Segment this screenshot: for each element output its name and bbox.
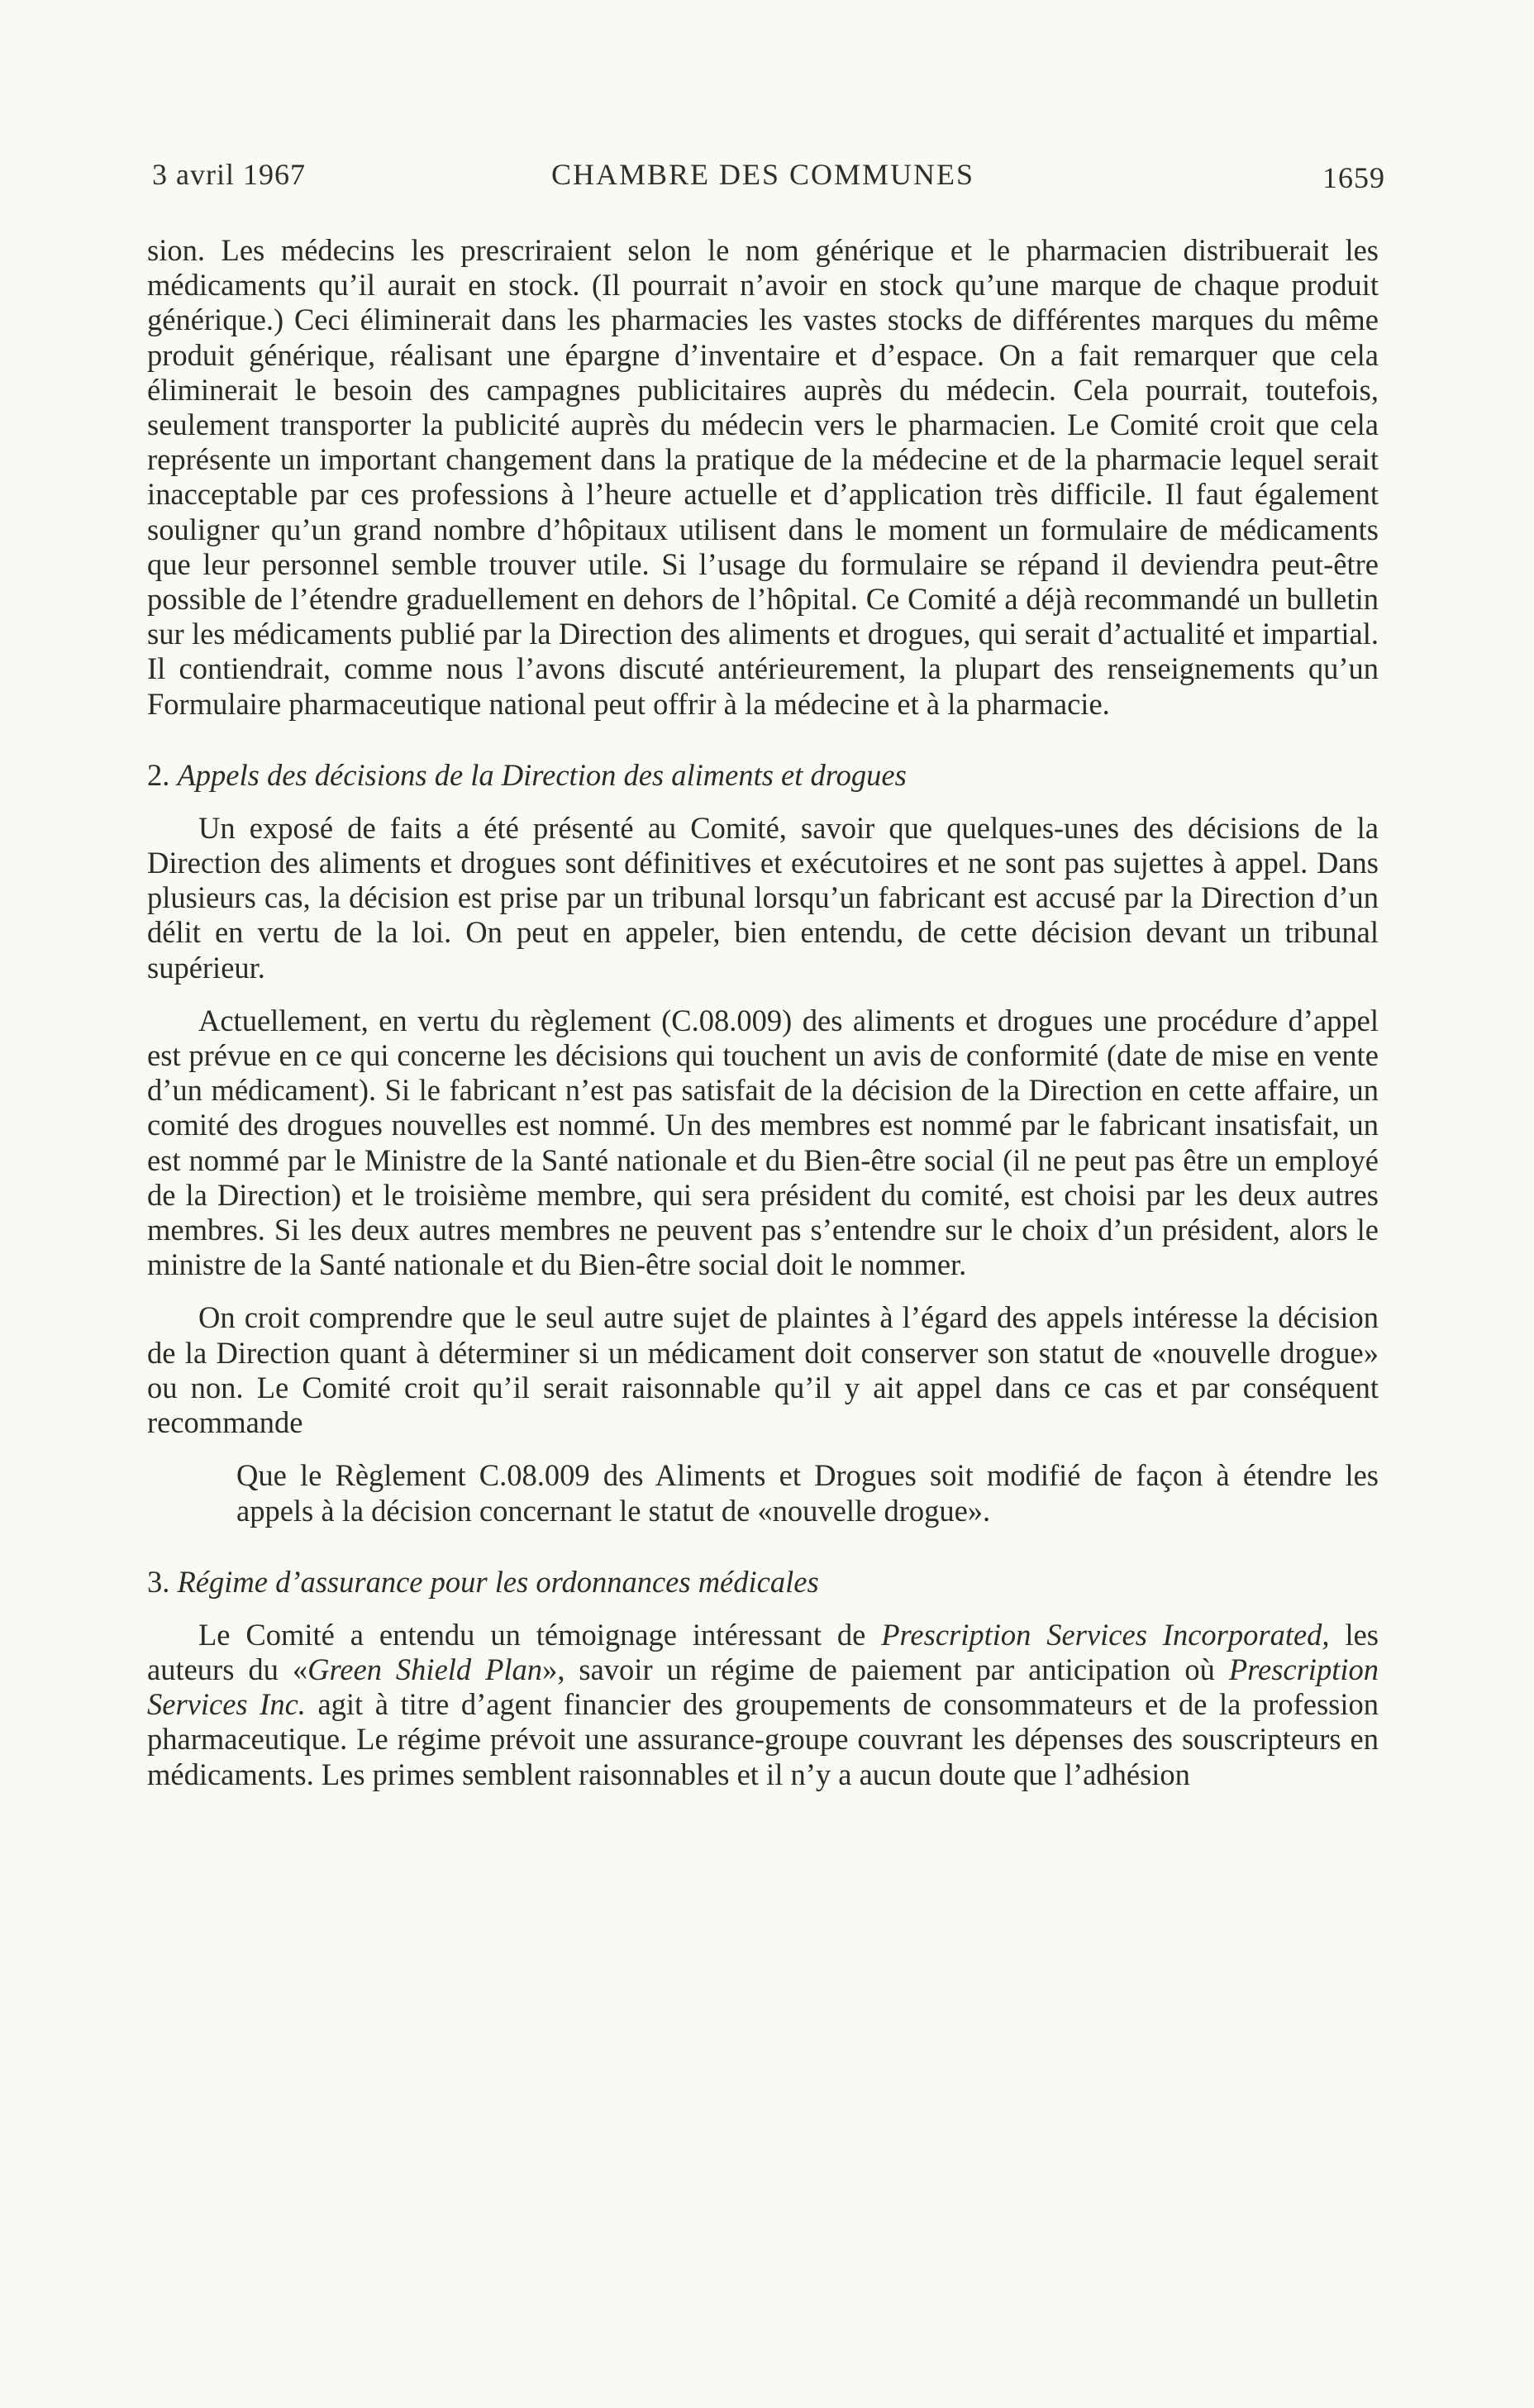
- section-heading-3: [147, 1565, 1379, 1600]
- text-run: Le Comité a entendu un témoignage intéressant de: [198, 1617, 882, 1652]
- plan-name: Green Shield Plan: [307, 1652, 543, 1686]
- section-title: Appels des décisions de la Direction des aliments et drogues: [177, 757, 907, 792]
- section-heading-2: [147, 758, 1379, 793]
- paragraph: Actuellement, en vertu du règlement (C.08.009) des aliments et drogues une procédure d’appel est prévue en ce qui concerne les décisions qui touchent un avis de conformité (date de mise en vente d’un médicament). Si le fabricant n’est pas satisfait de la décision de la Direction en cette affaire, un comité des drogues nouvelles est nommé. Un des membres est nommé par le fabricant insatisfait, un est nommé par le Ministre de la Santé nationale et du Bien-être social (il ne peut pas être un employé de la Direction) et le troisième membre, qui sera président du comité, est choisi par les deux autres membres. Si les deux autres membres ne peuvent pas s’entendre sur le choix d’un président, alors le ministre de la Santé nationale et du Bien-être social doit le nommer.: [147, 1003, 1379, 1282]
- document-page: [147, 149, 1385, 1792]
- section-number: 3.: [147, 1564, 170, 1599]
- company-name-short: Prescription Services Inc.: [147, 1652, 1379, 1722]
- page-number: 1659: [1322, 161, 1385, 194]
- company-name: Prescription Services Incorporated,: [881, 1617, 1330, 1652]
- paragraph: Un exposé de faits a été présenté au Comité, savoir que quelques-unes des décisions de la Direction des aliments et drogues sont définitives et exécutoires et ne sont pas sujettes à appel. Dans plusieurs cas, la décision est prise par un tribunal lorsqu’un fabricant est accusé par la Direction d’un délit en vertu de la loi. On peut en appeler, bien entendu, de cette décision devant un tribunal supérieur.: [147, 810, 1379, 985]
- header-title: CHAMBRE DES COMMUNES: [550, 158, 975, 191]
- recommendation-quote: Que le Règlement C.08.009 des Aliments et Drogues soit modifié de façon à étendre les appels à la décision concernant le statut de «nouvelle drogue».: [236, 1458, 1379, 1528]
- paragraph-continued: sion. Les médecins les prescriraient selon le nom générique et le pharmacien distribuerait les médicaments qu’il aurait en stock. (Il pourrait n’avoir en stock qu’une marque de chaque produit générique.) Ceci éliminerait dans les pharmacies les vastes stocks de différentes marques du même produit générique, réalisant une épargne d’inventaire et d’espace. On a fait remarquer que cela éliminerait le besoin des campagnes publicitaires auprès du médecin. Cela pourrait, toutefois, seulement transporter la publicité auprès du médecin vers le pharmacien. Le Comité croit que cela représente un important changement dans la pratique de la médecine et de la pharmacie lequel serait inacceptable par ces professions à l’heure actuelle et d’application très difficile. Il faut également souligner qu’un grand nombre d’hôpitaux utilisent dans le moment un formulaire de médicaments que leur personnel semble trouver utile. Si l’usage du formulaire se répand il deviendra peut-être possible de l’étendre graduellement en dehors de l’hôpital. Ce Comité a déjà recommandé un bulletin sur les médicaments publié par la Direction des aliments et drogues, qui serait d’actualité et impartial. Il contiendrait, comme nous l’avons discuté antérieurement, la plupart des renseignements qu’un Formulaire pharmaceutique national peut offrir à la médecine et à la pharmacie.: [147, 233, 1379, 721]
- header-date: 3 avril 1967: [152, 158, 306, 191]
- paragraph: On croit comprendre que le seul autre sujet de plaintes à l’égard des appels intéresse la décision de la Direction quant à déterminer si un médicament doit conserver son statut de «nouvelle drogue» ou non. Le Comité croit qu’il serait raisonnable qu’il y ait appel dans ce cas et par conséquent recommande: [147, 1300, 1379, 1440]
- text-run: les auteurs du «: [147, 1617, 1379, 1686]
- text-run: agit à titre d’agent financier des groupements de consommateurs et de la profession pharmaceutique. Le régime prévoit une assurance-groupe couvrant les dépenses des souscripteurs en médicaments. Les primes semblent raisonnables et il n’y a aucun doute que l’adhésion: [147, 1687, 1379, 1791]
- section-number: 2.: [147, 757, 170, 792]
- paragraph: [147, 1618, 1379, 1792]
- section-title: Régime d’assurance pour les ordonnances médicales: [177, 1564, 819, 1599]
- running-header: [147, 149, 1385, 198]
- body-text: [147, 233, 1379, 1792]
- text-run: », savoir un régime de paiement par anticipation où: [542, 1652, 1229, 1686]
